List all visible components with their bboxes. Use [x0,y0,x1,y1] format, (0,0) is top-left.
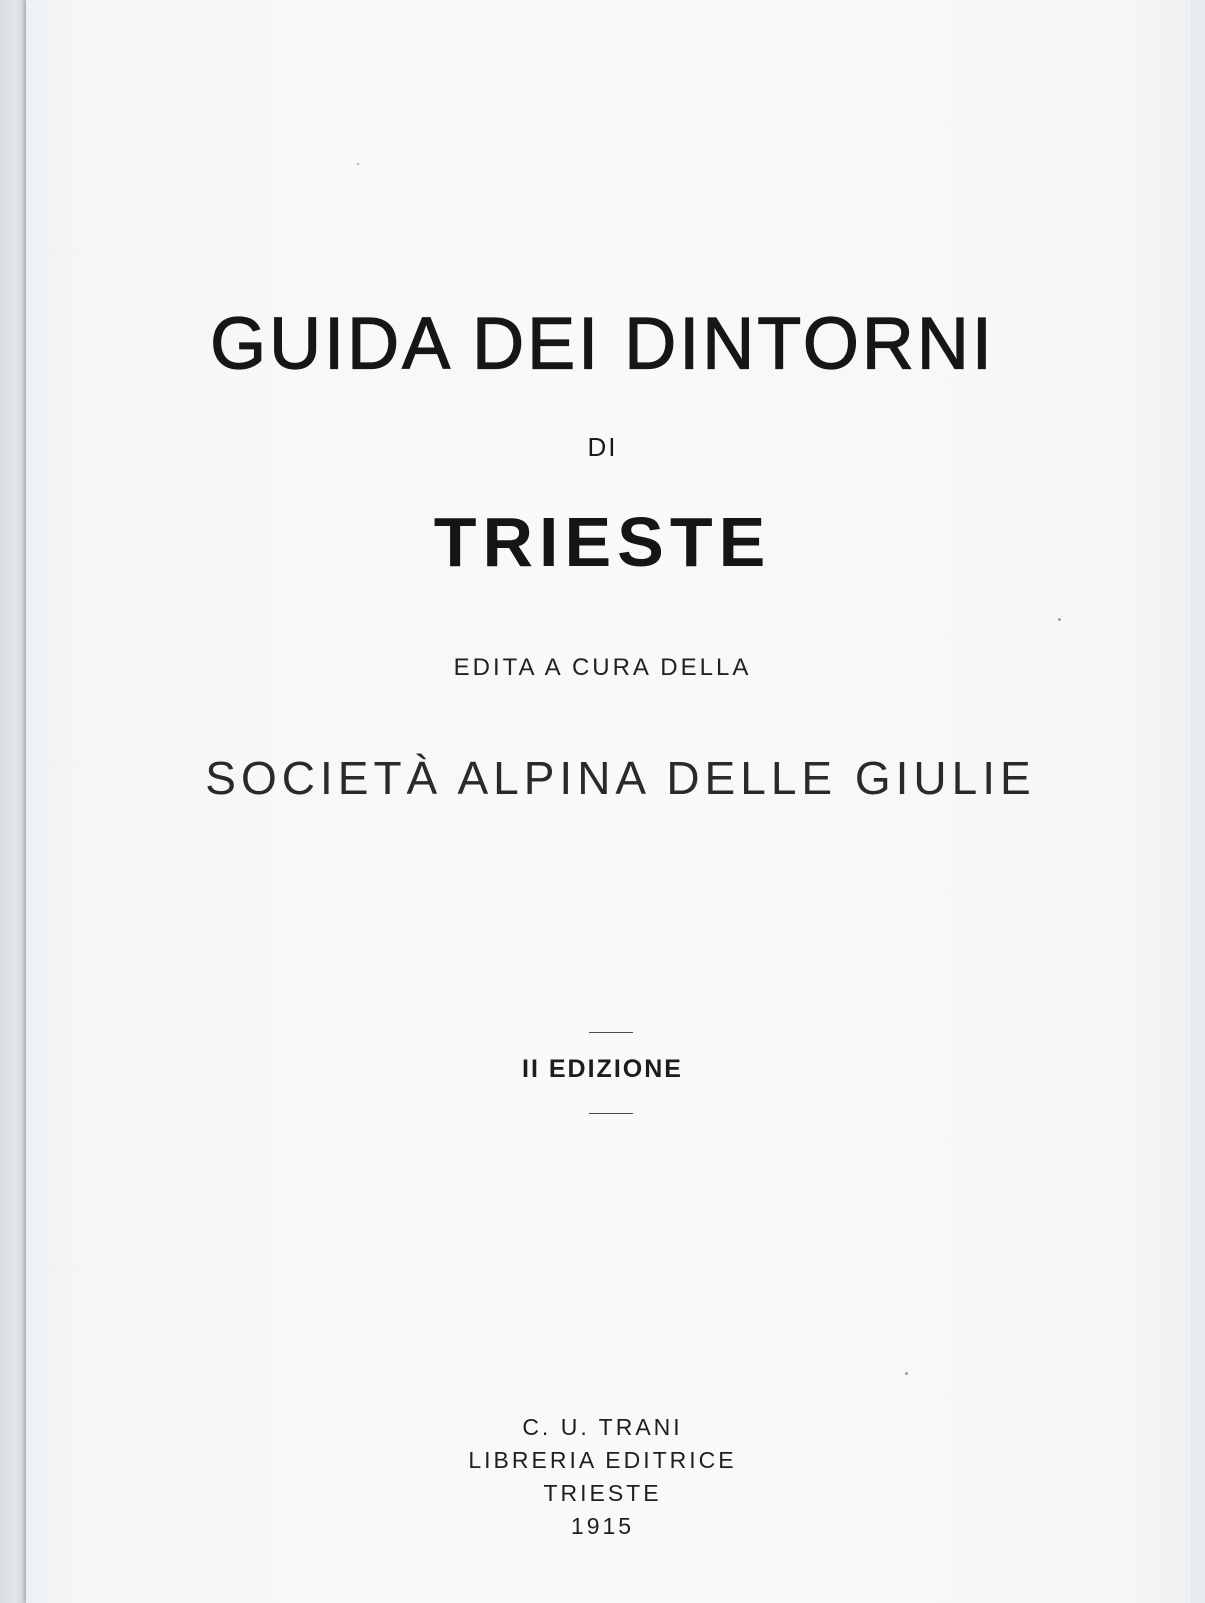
edition-rule-bottom [589,1113,633,1114]
book-title: GUIDA DEI DINTORNI [210,303,995,385]
publisher-name: C. U. TRANI [522,1414,683,1440]
paper-speck [357,163,359,165]
edition-rule-top [589,1032,633,1033]
edited-by-line: EDITA A CURA DELLA [453,654,752,681]
publisher-place: TRIESTE [543,1480,662,1506]
paper-speck [1058,618,1061,621]
title-connector: DI [587,432,618,462]
edition-label: II EDIZIONE [522,1055,683,1083]
paper-speck [905,1372,908,1375]
publisher-type: LIBRERIA EDITRICE [468,1447,737,1473]
publication-year: 1915 [570,1513,635,1539]
book-city: TRIESTE [433,503,772,581]
society-name: SOCIETÀ ALPINA DELLE GIULIE [205,752,1036,804]
